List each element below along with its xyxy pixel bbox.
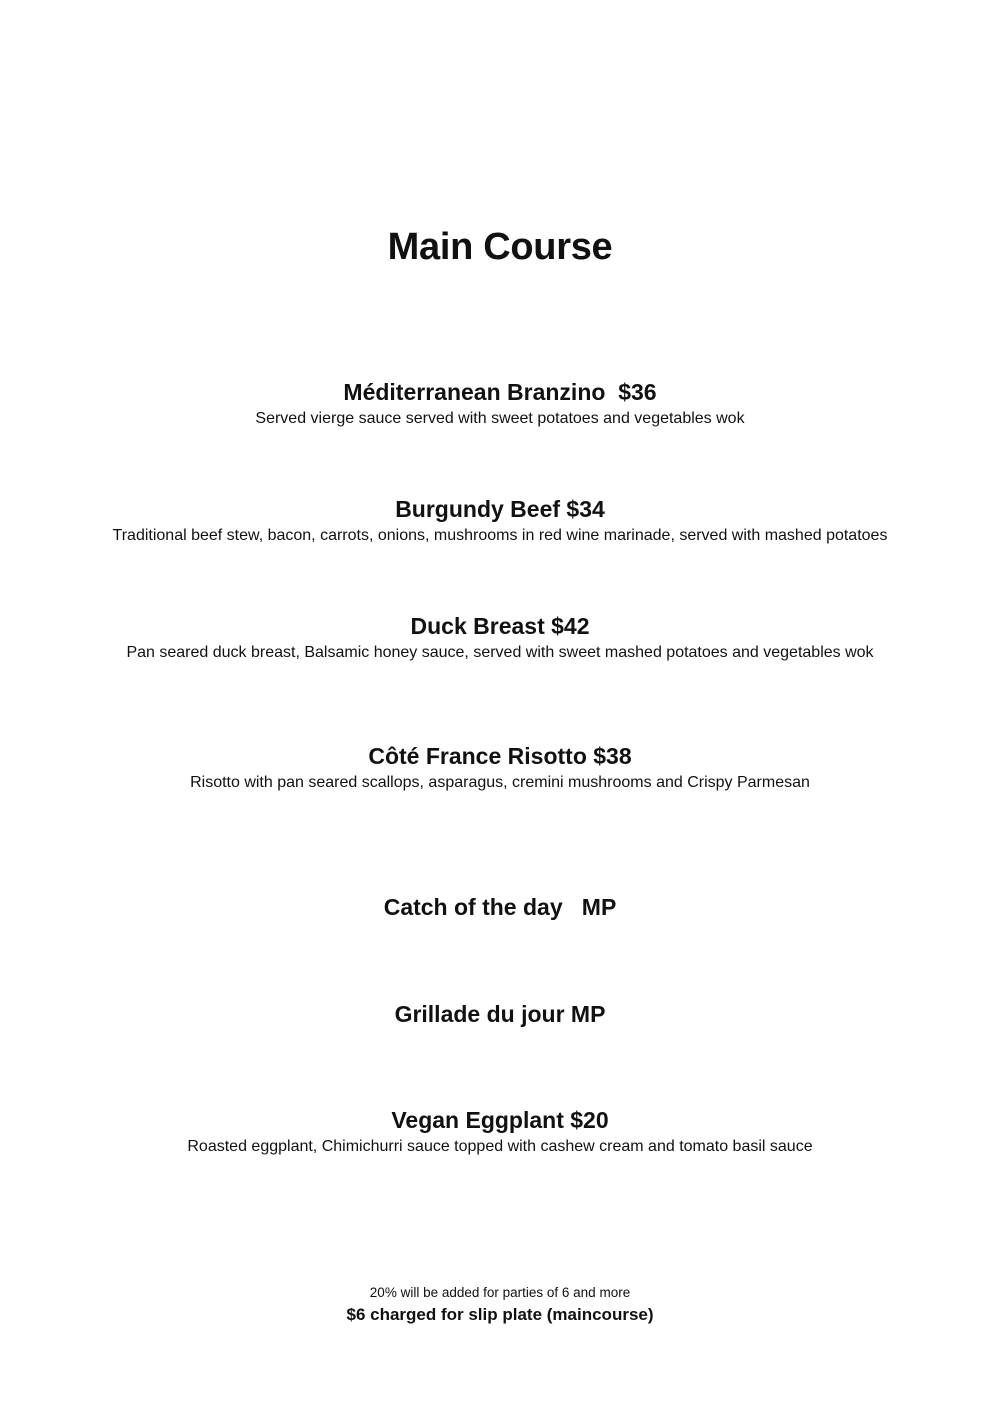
dish-name: Vegan Eggplant $20 — [391, 1107, 609, 1133]
dish-item-risotto — [0, 741, 1000, 794]
dish-item-vegan-eggplant — [0, 1105, 1000, 1158]
page-title: Main Course — [387, 226, 613, 268]
dish-description: Pan seared duck breast, Balsamic honey sauce, served with sweet mashed potatoes and vegetables wok — [126, 644, 874, 661]
menu-footer — [0, 1283, 1000, 1327]
dish-description: Roasted eggplant, Chimichurri sauce topped with cashew cream and tomato basil sauce — [187, 1138, 813, 1155]
dish-item-catch-of-the-day — [0, 892, 1000, 922]
dish-name: Grillade du jour MP — [394, 1001, 606, 1027]
dish-name: Méditerranean Branzino $36 — [343, 379, 657, 405]
dish-name: Côté France Risotto $38 — [368, 743, 632, 769]
dish-item-burgundy-beef — [0, 494, 1000, 547]
dish-description: Risotto with pan seared scallops, asparagus, cremini mushrooms and Crispy Parmesan — [190, 774, 810, 791]
dish-name: Duck Breast $42 — [410, 613, 590, 639]
dish-item-duck-breast — [0, 611, 1000, 664]
dish-name: Burgundy Beef $34 — [395, 496, 605, 522]
dish-description: Traditional beef stew, bacon, carrots, onions, mushrooms in red wine marinade, served with mashed potatoes — [112, 527, 888, 544]
dish-item-grillade-du-jour — [0, 999, 1000, 1029]
dish-name: Catch of the day MP — [383, 894, 617, 920]
dish-description: Served vierge sauce served with sweet potatoes and vegetables wok — [255, 410, 745, 427]
dish-item-branzino — [0, 377, 1000, 430]
gratuity-note: 20% will be added for parties of 6 and more — [369, 1285, 631, 1300]
split-plate-charge: $6 charged for slip plate (maincourse) — [346, 1305, 654, 1324]
